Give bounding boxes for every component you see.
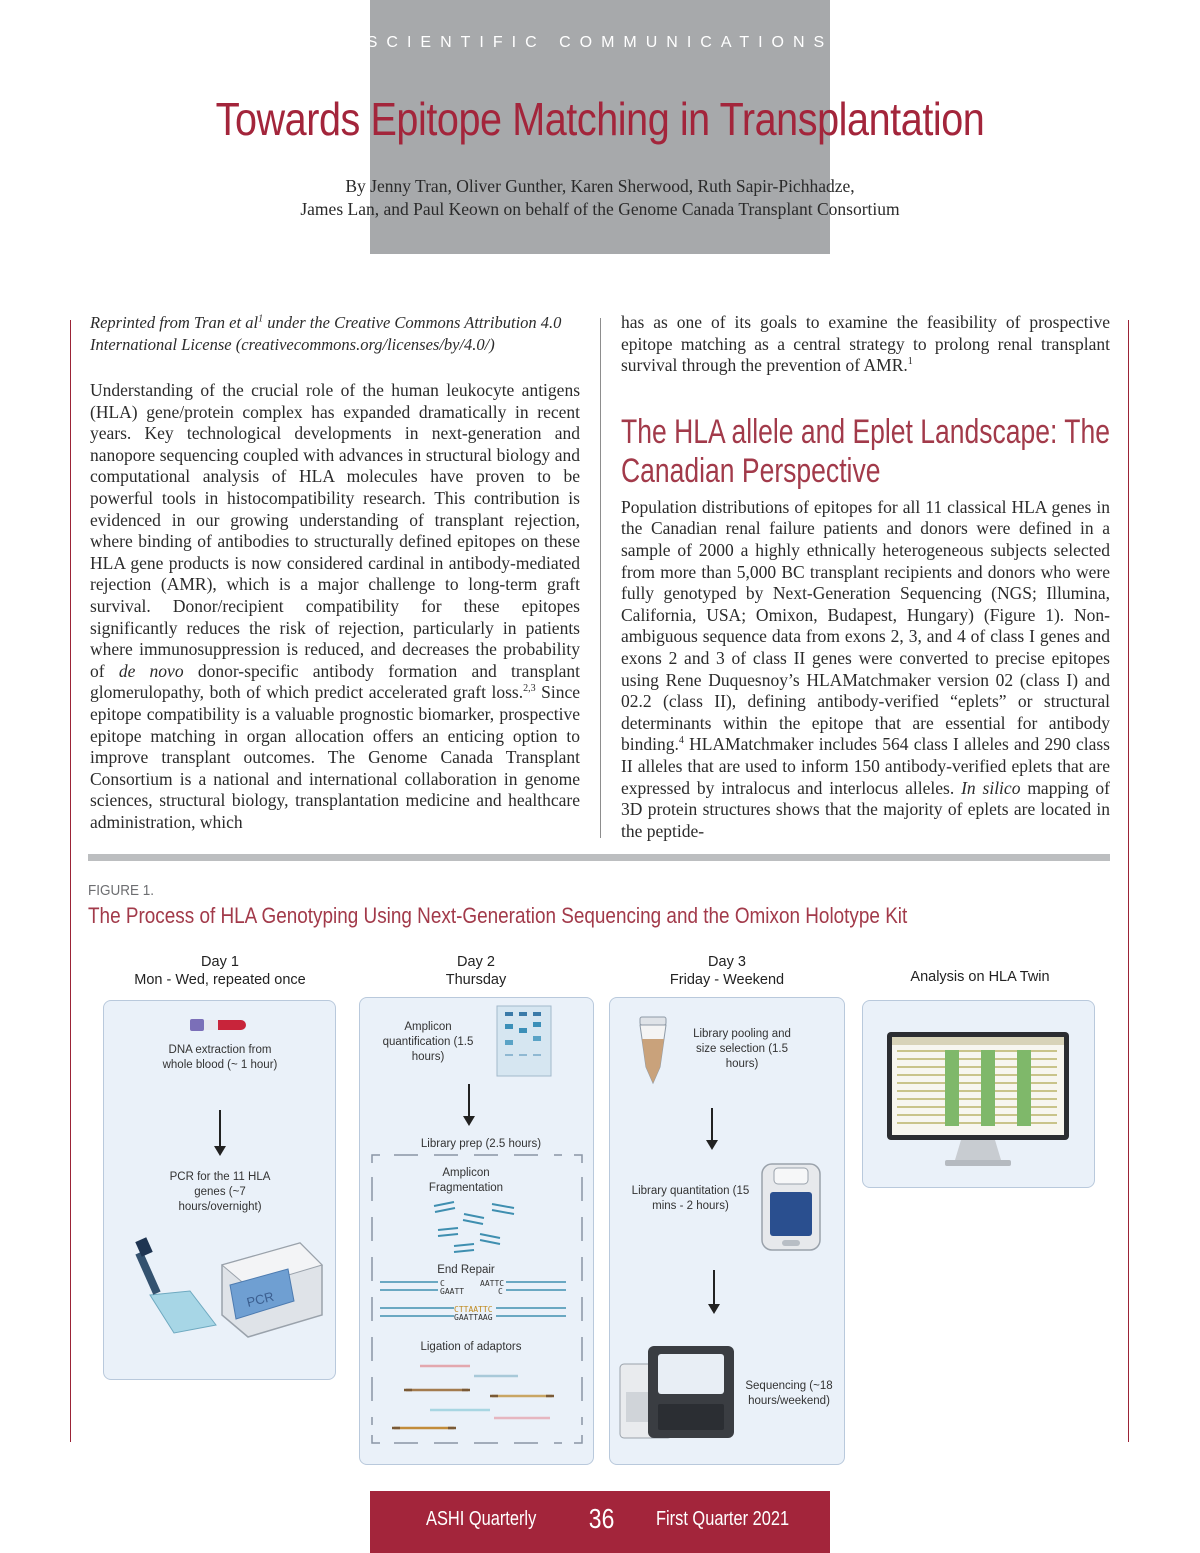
reprint-note: Reprinted from Tran et $al^1$ under the Creative Commons Attribution 4.0 International License (creativecommons.org/licenses/by/4.0/): [90, 313, 562, 354]
authors-line-1: By Jenny Tran, Oliver Gunther, Karen Sherwood, Ruth Sapir-Pichhadze,: [345, 176, 855, 196]
pcr-machine-icon: [130, 1225, 330, 1365]
day2-step-libprep: Library prep (2.5 hours): [420, 1138, 542, 1150]
right-margin-rule: [1128, 320, 1129, 1442]
right-column: [621, 312, 1110, 863]
day3-step-pooling: Library pooling and size selection (1.5 hours): [693, 1028, 791, 1070]
left-margin-rule: [70, 320, 71, 1442]
paragraph-population: Population distributions of epitopes for all 11 classical HLA genes in the Canadian renal failure patients and donors were defined in a sample of 2000 a highly ethnically heterogeneous subjects selected from more than 5,000 BC transplant recipients and donors who were fully genotyped by Next-Generation Sequencing (NGS; Illumina, California, USA; Omixon, Budapest, Hungary) (Figure 1). Non-ambiguous sequence data from exons 2, 3, and 4 of class I genes and exons 2 and 3 of class II genes were converted to precise epitopes using Rene Duquesnoy’s HLAMatchmaker version 02 (class I) and 02.2 (class II), defining antibody-verified “eplets” or structural determinants within the epitope that are essential for antibody binding.$^4$ HLAMatchmaker includes 564 class I alleles and 290 class II alleles that are used to inform 150 antibody-verified eplets that are expressed by intralocus and interlocus alleles. In silico mapping of 3D protein structures shows that the majority of eplets are located in the peptide-: [621, 496, 1111, 841]
paragraph-goal: has as one of its goals to examine the feasibility of prospective epitope matching as a central strategy to prolong renal transplant survival through the prevention of AMR.$^1$: [621, 312, 1110, 376]
svg-text:C: C: [498, 1287, 503, 1296]
svg-text:GAATTAAG: GAATTAAG: [454, 1313, 493, 1322]
section-label: SCIENTIFIC COMMUNICATIONS: [366, 34, 834, 51]
svg-text:CTTAATTC: CTTAATTC: [454, 1305, 493, 1314]
gel-icon: [497, 1006, 551, 1076]
section-heading: The HLA allele and Eplet Landscape: The Canadian Perspective: [621, 412, 1111, 490]
figure-title: The Process of HLA Genotyping Using Next-Generation Sequencing and the Omixon Holotype Kit: [88, 903, 908, 928]
day3-arrow-2: [713, 1270, 715, 1312]
column-divider: [600, 318, 601, 838]
day2-step-endrepair: End Repair: [437, 1264, 495, 1276]
svg-text:PCR: PCR: [245, 1288, 276, 1310]
day1-step-pcr: PCR for the 11 HLA genes (~7 hours/overnight): [169, 1171, 271, 1213]
authors: [0, 175, 1200, 221]
article-title: Towards Epitope Matching in Transplantation: [215, 93, 985, 145]
left-column: [90, 312, 580, 854]
day3-header: Day 3 Friday - Weekend: [669, 954, 785, 988]
day1-header: Day 1 Mon - Wed, repeated once: [134, 954, 306, 988]
day2-header: Day 2 Thursday: [445, 954, 507, 988]
day1-step-dna: DNA extraction from whole blood (~ 1 hour): [162, 1044, 278, 1071]
blood-tube-icon: [188, 1016, 248, 1034]
figure-divider-bar: [88, 854, 1110, 861]
svg-text:GAATT: GAATT: [440, 1287, 465, 1296]
page-number: 36: [588, 1503, 615, 1534]
figure-label: FIGURE 1.: [88, 882, 155, 899]
day3-step-quantitation: Library quantitation (15 mins - 2 hours): [631, 1185, 750, 1212]
adaptor-fragments-icon: [390, 1360, 560, 1440]
day2-step-ligation: Ligation of adaptors: [420, 1341, 522, 1353]
day2-arrow: [468, 1084, 470, 1124]
qubit-device-icon: [760, 1162, 822, 1252]
paragraph-intro: Understanding of the crucial role of the human leukocyte antigens (HLA) gene/protein complex has expanded dramatically in recent years. Key technological developments in next-generation and nanopore sequencing coupled with advances in structural biology and computational analysis of HLA molecules have proven to be powerful tools in histocompatibility research. This contribution is evidenced in our growing understanding of transplant rejection, where binding of antibodies to structurally defined epitopes on these HLA gene products is now considered cardinal in antibody-mediated rejection (AMR), which is a major challenge to long-term graft survival. Donor/recipient compatibility for these epitopes significantly reduces the risk of rejection, particularly in patients where immunosuppression is reduced, and decreases the probability of de novo donor-specific antibody formation and transplant glomerulopathy, both of which predict accelerated graft loss.$^{2,3}$ Since epitope compatibility is a valuable prognostic biomarker, prospective epitope matching in organ allocation offers an enticing option to improve transplant outcomes. The Genome Canada Transplant Consortium is a national and international collaboration in genome sciences, structural biology, transplantation medicine and healthcare administration, which: [90, 380, 580, 832]
svg-text:AATTC: AATTC: [480, 1279, 505, 1288]
footer-journal: ASHI Quarterly: [426, 1508, 537, 1530]
day3-arrow-1: [711, 1108, 713, 1148]
footer-issue: First Quarter 2021: [656, 1508, 790, 1530]
monitor-icon: [885, 1030, 1071, 1174]
day2-step-fragmentation: Amplicon Fragmentation: [428, 1167, 504, 1194]
end-repair-sequence: [378, 1278, 568, 1326]
svg-text:C: C: [440, 1279, 445, 1288]
day2-step-quant: Amplicon quantification (1.5 hours): [382, 1021, 474, 1063]
authors-line-2: James Lan, and Paul Keown on behalf of the Genome Canada Transplant Consortium: [300, 199, 900, 219]
day3-step-sequencing: Sequencing (~18 hours/weekend): [745, 1380, 833, 1407]
sequencer-icon: [618, 1344, 736, 1442]
dna-fragments-icon: [430, 1200, 520, 1256]
analysis-header: Analysis on HLA Twin: [910, 969, 1050, 985]
eppendorf-tube-icon: [636, 1017, 670, 1087]
day1-arrow: [219, 1110, 221, 1154]
